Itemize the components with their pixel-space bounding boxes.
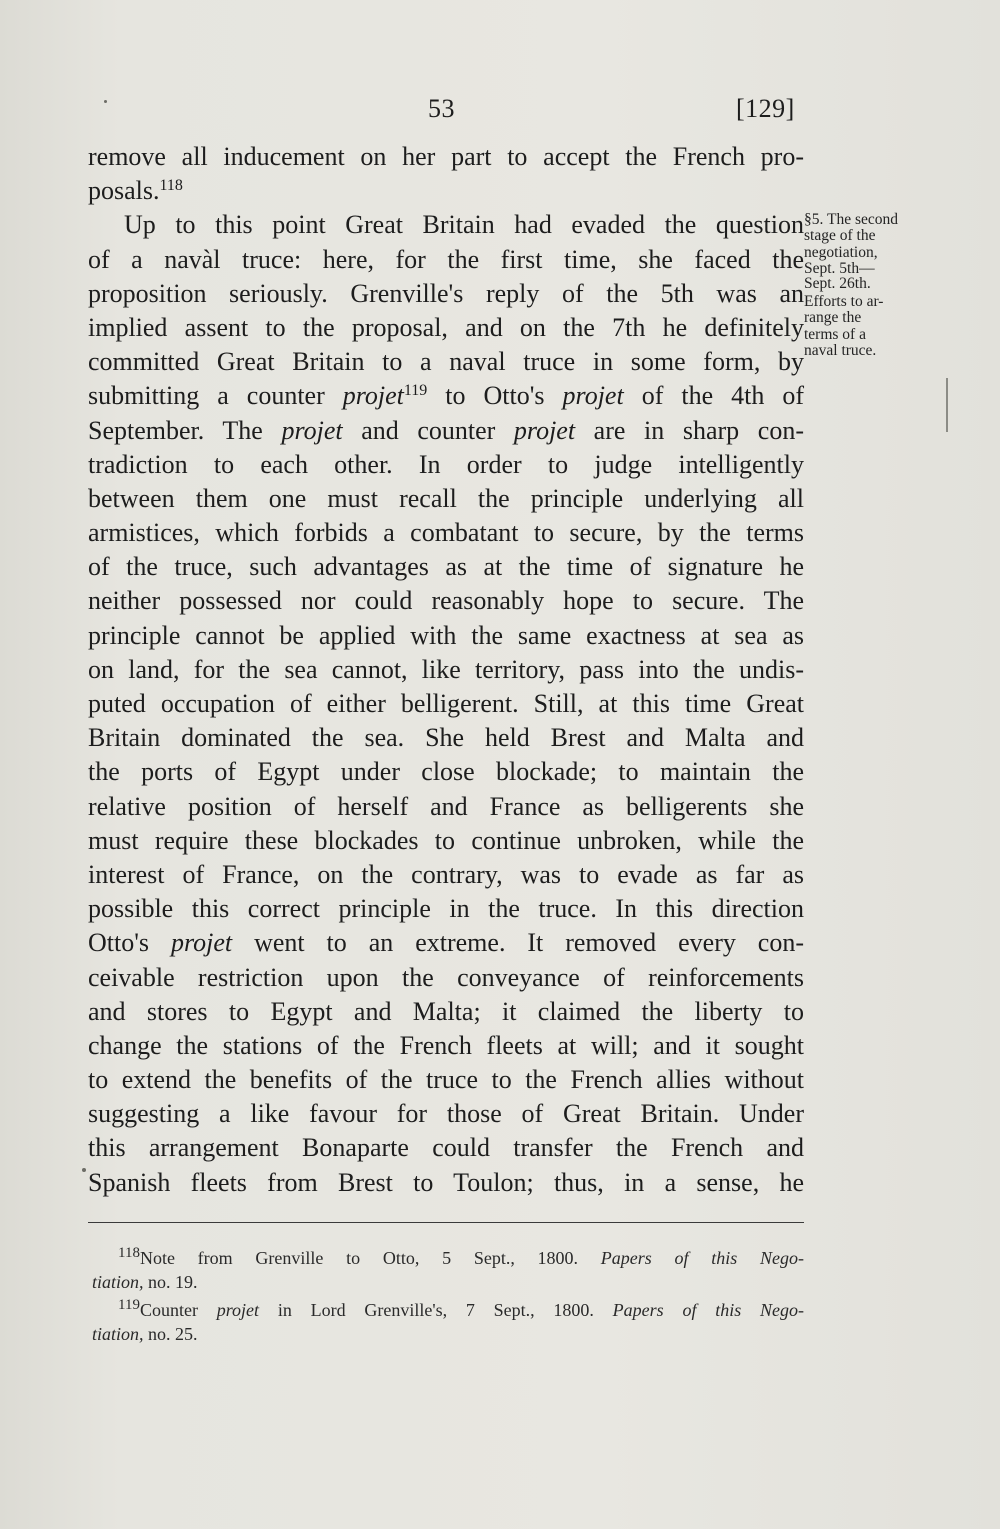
text-line: suggesting a like favour for those of Great Britain. Under [88,1099,804,1129]
text-line: armistices, which forbids a combatant to secure, by the terms [88,518,804,548]
text-line: interest of France, on the contrary, was to evade as far as [88,859,804,889]
margin-sidenote [804,212,954,358]
text-line: Britain dominated the sea. She held Brest and Malta and [88,723,804,753]
text-line: of a navàl truce: here, for the first time, she faced the [88,244,804,274]
page-number: 53 [428,94,455,123]
sidenote-line: stage of the [804,226,876,244]
footnote-line: $^{118}$Note from Grenville to Otto, 5 Sept., 1800. Papers of this Nego- [118,1245,804,1268]
text-line: remove all inducement on her part to accept the French pro- [88,142,804,171]
footnote-number: 119 [118,1297,140,1313]
text-line: must require these blockades to continue unbroken, while the [88,825,804,855]
text-line: neither possessed nor could reasonably hope to secure. The [88,586,804,616]
text-line: tradiction to each other. In order to judge intelligently [88,449,804,479]
text-line: principle cannot be applied with the same exactness at sea as [88,620,804,650]
text-line: ceivable restriction upon the conveyance of reinforcements [88,962,804,992]
text-line: committed Great Britain to a naval truce in some form, by [88,347,804,377]
text-line: proposition seriously. Grenville's reply of the 5th was an [88,278,804,308]
text-line: and stores to Egypt and Malta; it claimed the liberty to [88,996,804,1026]
text-line: September. The projet and counter projet are in sharp con- [88,415,804,445]
body-text [88,140,804,1200]
text-line: to extend the benefits of the truce to the French allies without [88,1065,804,1095]
footnotes [92,1242,804,1346]
text-line: Up to this point Great Britain had evaded the question [124,210,804,240]
text-line: this arrangement Bonaparte could transfer the French and [88,1133,804,1163]
footnote-rule [88,1222,804,1223]
text-line: submitting a counter projet$^{119}$ to Otto's projet of the 4th of [88,381,804,411]
original-page-number: [129] [736,94,795,123]
footnote-ref: 118 [159,177,183,195]
paper-speck [82,1168,86,1172]
text-line: between them one must recall the principle underlying all [88,483,804,513]
footnote-line: $^{119}$Counter projet in Lord Grenville's, 7 Sept., 1800. Papers of this Nego- [118,1297,804,1320]
footnote-line: tiation, no. 25. [92,1323,198,1344]
text-line: on land, for the sea cannot, like territory, pass into the undis- [88,654,804,684]
sidenote-line: Sept. 26th. [804,275,871,293]
text-line: the ports of Egypt under close blockade; to maintain the [88,757,804,787]
sidenote-line: negotiation, [804,244,878,262]
text-line: posals.$^{118}$ [88,176,183,206]
text-line: Otto's projet went to an extreme. It removed every con- [88,928,805,958]
text-line: Spanish fleets from Brest to Toulon; thus, in a sense, he [88,1167,804,1197]
footnote [92,1242,804,1294]
sidenote-line: terms of a [804,326,866,344]
text-line: implied assent to the proposal, and on the 7th he definitely [88,312,804,342]
text-line: of the truce, such advantages as at the time of signature he [88,552,804,582]
sidenote-line: §5. The second [804,211,898,228]
sidenote-line: Sept. 5th— [804,259,875,277]
footnote-ref: 119 [403,382,428,400]
paper-speck [104,100,107,103]
sidenote-line: Efforts to ar- [804,292,884,310]
sidenote-line: naval truce. [804,341,877,359]
text-line: relative position of herself and France as belligerents she [88,791,804,821]
text-line: change the stations of the French fleets at will; and it sought [88,1030,804,1060]
footnote [92,1294,804,1346]
footnote-number: 118 [118,1245,140,1261]
margin-pencil-mark [946,378,948,432]
text-line: possible this correct principle in the truce. In this direction [88,894,804,924]
sidenote-line: range the [804,308,862,326]
footnote-line: tiation, no. 19. [92,1271,198,1292]
text-line: puted occupation of either belligerent. Still, at this time Great [88,689,804,718]
